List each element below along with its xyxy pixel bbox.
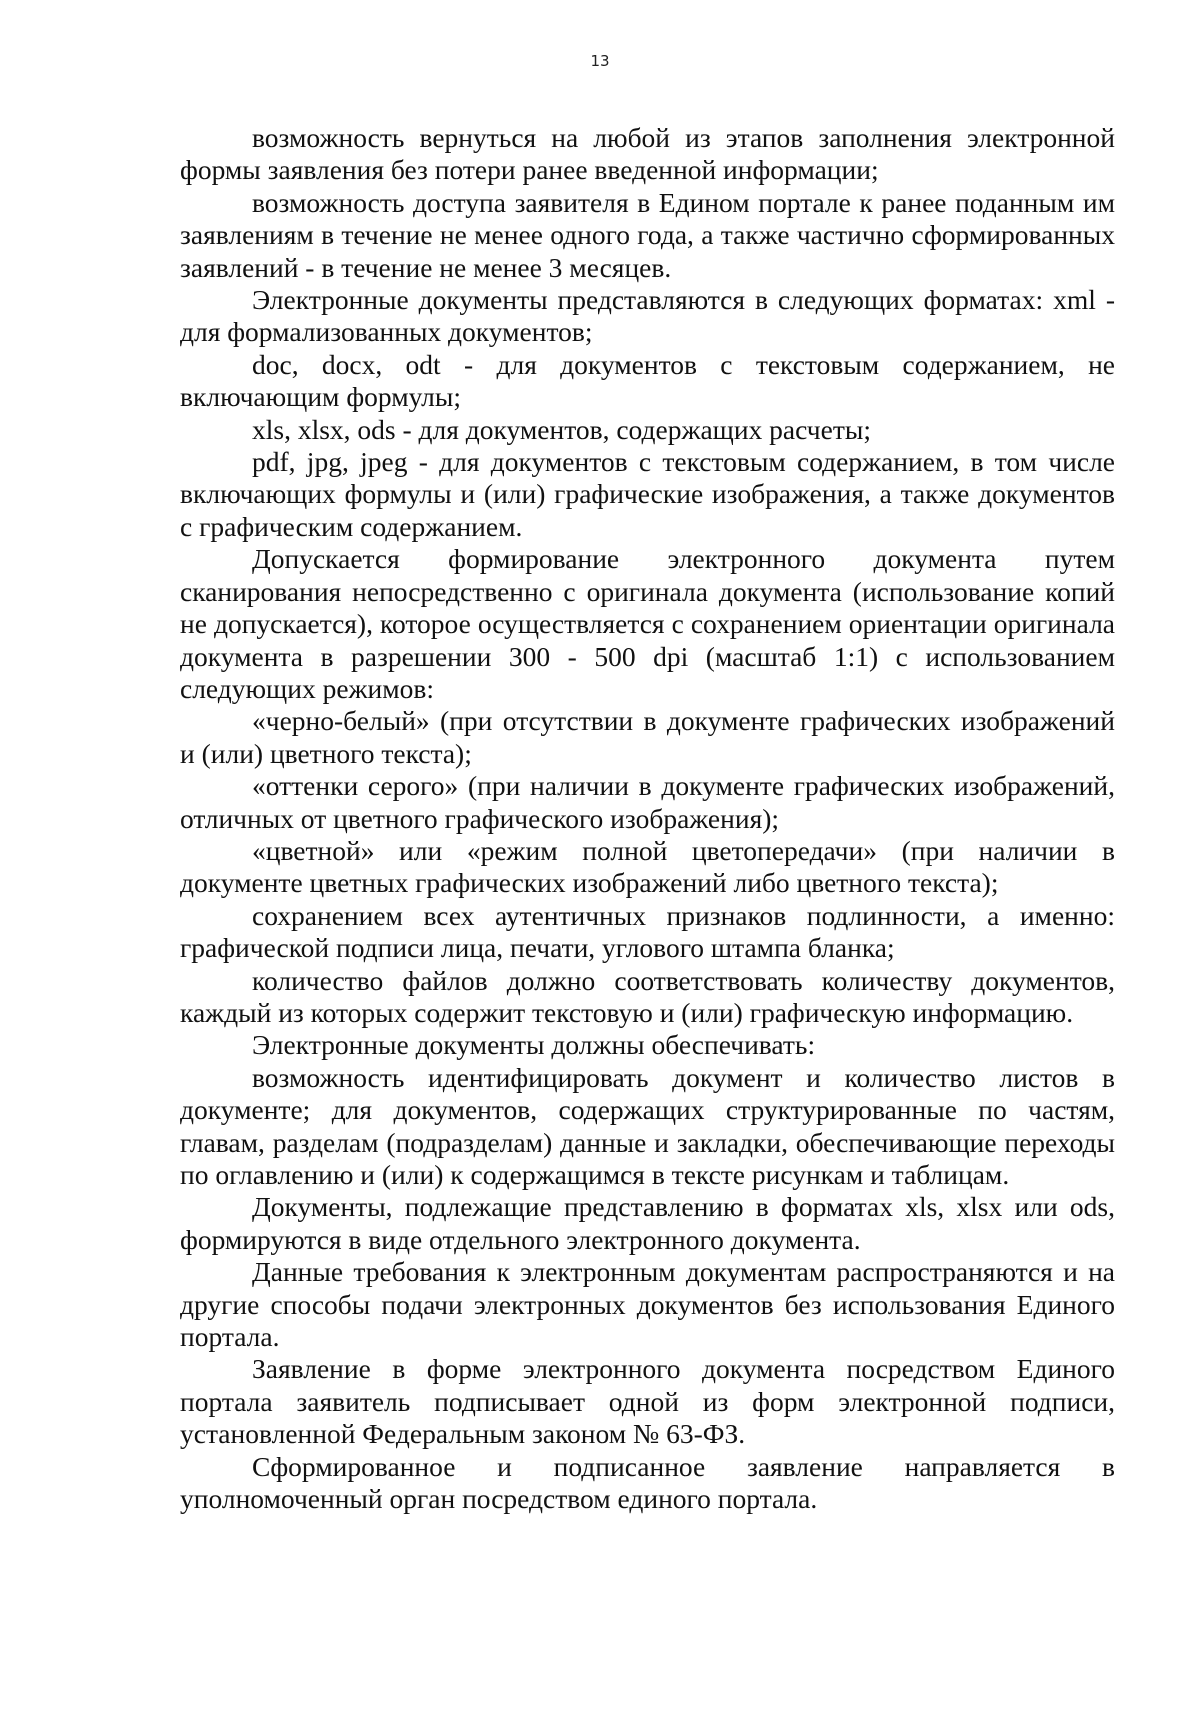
paragraph: Документы, подлежащие представлению в форматах xls, xlsx или ods, формируются в виде отдельного электронного документа. <box>180 1191 1115 1255</box>
paragraph: количество файлов должно соответствовать количеству документов, каждый из которых содержит текстовую и (или) графическую информацию. <box>180 964 1115 1028</box>
document-body <box>180 122 1115 1515</box>
paragraph: возможность идентифицировать документ и количество листов в документе; для документов, содержащих структурированные по частям, главам, разделам (подразделам) данные и закладки, обеспечивающие переходы по оглавлению и (или) к содержащимся в тексте рисункам и таблицам. <box>180 1061 1115 1190</box>
paragraph: возможность вернуться на любой из этапов заполнения электронной формы заявления без потери ранее введенной информации; <box>180 122 1115 186</box>
paragraph: сохранением всех аутентичных признаков подлинности, а именно: графической подписи лица, печати, углового штампа бланка; <box>180 899 1115 964</box>
paragraph: Данные требования к электронным документам распространяются и на другие способы подачи электронных документов без использования Единого портала. <box>180 1256 1115 1353</box>
paragraph: pdf, jpg, jpeg - для документов с текстовым содержанием, в том числе включающих формулы и (или) графические изображения, а также документов с графическим содержанием. <box>180 446 1115 542</box>
paragraph: возможность доступа заявителя в Едином портале к ранее поданным им заявлениям в течение не менее одного года, а также частично сформированных заявлений - в течение не менее 3 месяцев. <box>180 186 1115 283</box>
paragraph: Электронные документы представляются в следующих форматах: xml - для формализованных документов; <box>180 284 1115 348</box>
paragraph: Электронные документы должны обеспечивать: <box>252 1029 816 1061</box>
paragraph: xls, xlsx, ods - для документов, содержащих расчеты; <box>252 413 871 445</box>
paragraph: «цветной» или «режим полной цветопередачи» (при наличии в документе цветных графических изображений либо цветного текста); <box>180 834 1115 899</box>
paragraph: Допускается формирование электронного документа путем сканирования непосредственно с оригинала документа (использование копий не допускается), которое осуществляется с сохранением ориентации оригинала документа в разрешении 300 - 500 dpi (масштаб 1:1) с использованием следующих режимов: <box>180 543 1115 704</box>
paragraph: Заявление в форме электронного документа посредством Единого портала заявитель подписывает одной из форм электронной подписи, установленной Федеральным законом № 63-ФЗ. <box>180 1353 1115 1450</box>
paragraph: doc, docx, odt - для документов с текстовым содержанием, не включающим формулы; <box>180 348 1115 413</box>
paragraph: Сформированное и подписанное заявление направляется в уполномоченный орган посредством единого портала. <box>180 1450 1115 1515</box>
paragraph: «оттенки серого» (при наличии в документе графических изображений, отличных от цветного графического изображения); <box>180 770 1115 834</box>
page-number: 13 <box>590 52 610 70</box>
paragraph: «черно-белый» (при отсутствии в документе графических изображений и (или) цветного текста); <box>180 705 1115 769</box>
